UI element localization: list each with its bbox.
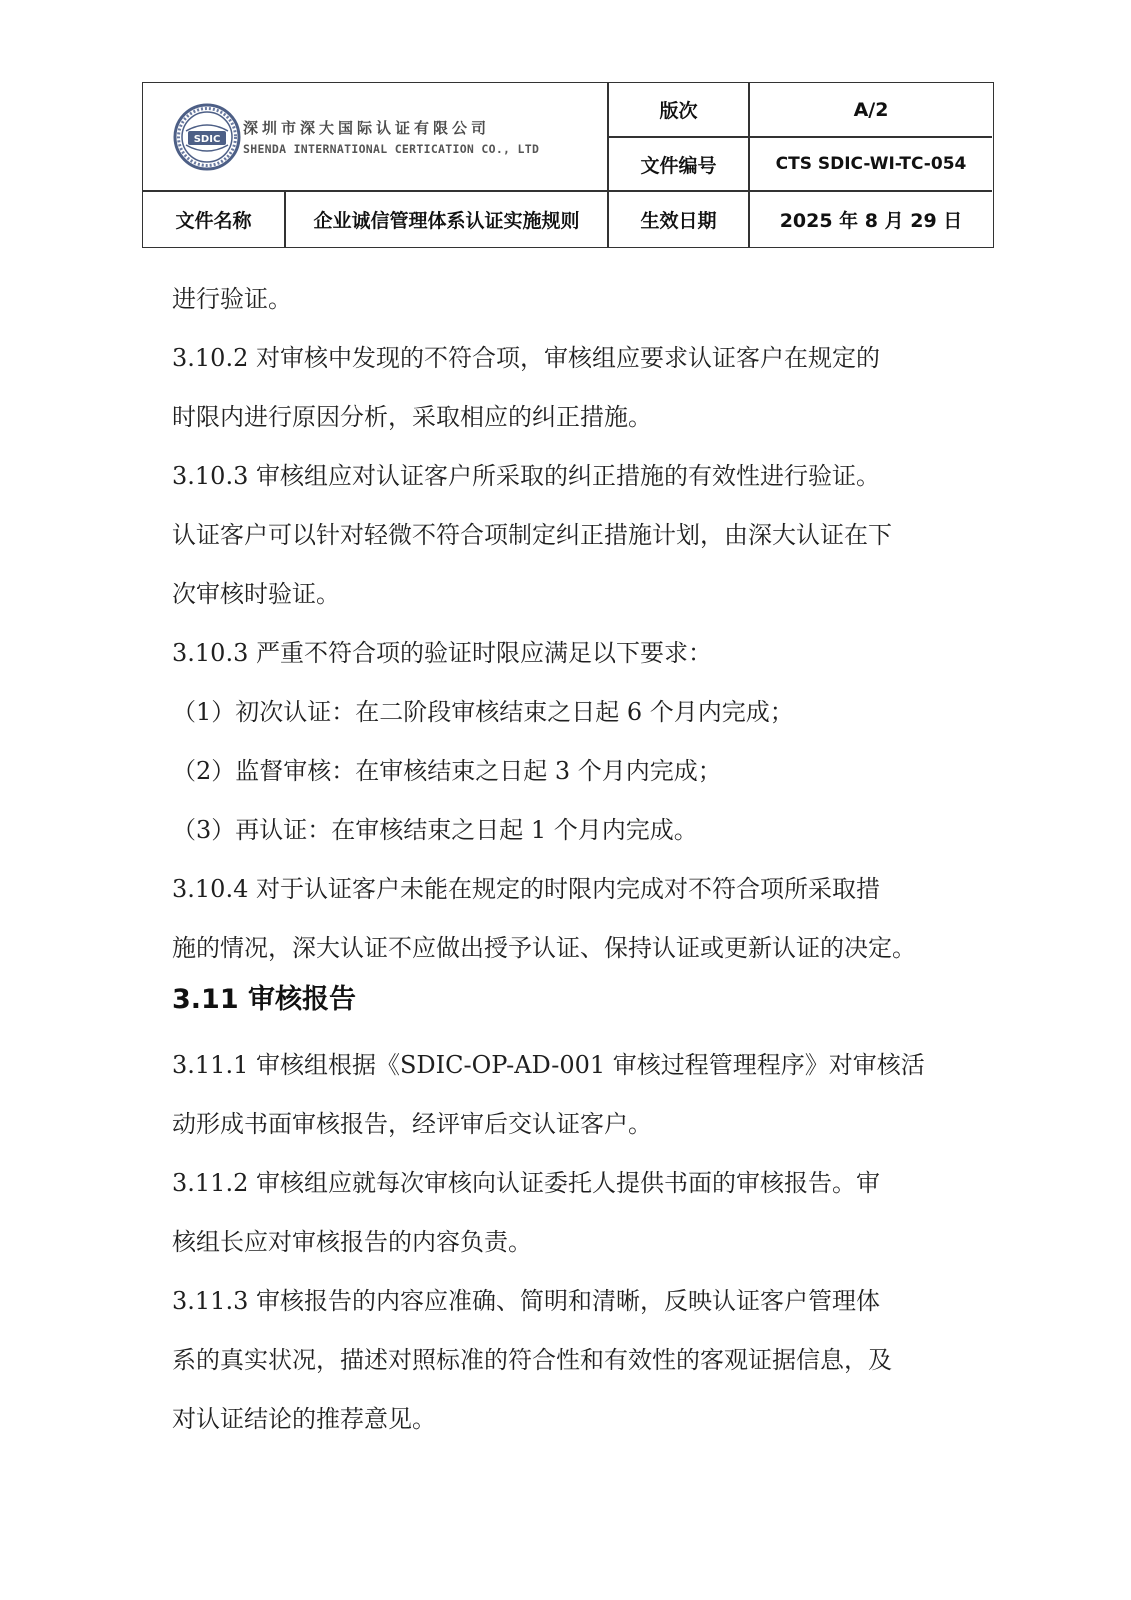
- body-line: 认证客户可以针对轻微不符合项制定纠正措施计划，由深大认证在下: [172, 521, 892, 549]
- body-line: 施的情况，深大认证不应做出授予认证、保持认证或更新认证的决定。: [172, 934, 916, 962]
- body-line: 3.10.3 审核组应对认证客户所采取的纠正措施的有效性进行验证。: [172, 462, 880, 490]
- body-line: 3.11.1 审核组根据《SDIC-OP-AD-001 审核过程管理程序》对审核活: [172, 1051, 925, 1079]
- list-item: （1）初次认证：在二阶段审核结束之日起 6 个月内完成；: [172, 698, 794, 726]
- document-header-table: [142, 82, 994, 248]
- section-heading: 3.11 审核报告: [172, 984, 357, 1015]
- body-line: 对认证结论的推荐意见。: [172, 1405, 436, 1433]
- doc-number-label: 文件编号: [640, 154, 717, 177]
- doc-number-value: CTS SDIC-WI-TC-054: [775, 154, 967, 174]
- company-name-en: SHENDA INTERNATIONAL CERTICATION CO., LTD: [243, 142, 540, 156]
- body-line: 3.10.3 严重不符合项的验证时限应满足以下要求：: [172, 639, 712, 667]
- body-line: 动形成书面审核报告，经评审后交认证客户。: [172, 1110, 652, 1138]
- version-value: A/2: [853, 98, 889, 121]
- doc-name-value: 企业诚信管理体系认证实施规则: [313, 210, 580, 232]
- body-line: 3.10.2 对审核中发现的不符合项，审核组应要求认证客户在规定的: [172, 344, 880, 372]
- body-line: 进行验证。: [172, 285, 292, 313]
- body-line: 系的真实状况，描述对照标准的符合性和有效性的客观证据信息，及: [172, 1346, 892, 1374]
- effective-date-label: 生效日期: [640, 210, 717, 232]
- body-line: 3.11.3 审核报告的内容应准确、简明和清晰，反映认证客户管理体: [172, 1287, 880, 1315]
- body-line: 3.11.2 审核组应就每次审核向认证委托人提供书面的审核报告。审: [172, 1169, 880, 1197]
- list-item: （2）监督审核：在审核结束之日起 3 个月内完成；: [172, 757, 722, 785]
- logo-text: SDIC: [193, 133, 221, 145]
- body-line: 3.10.4 对于认证客户未能在规定的时限内完成对不符合项所采取措: [172, 875, 880, 903]
- list-item: （3）再认证：在审核结束之日起 1 个月内完成。: [172, 816, 698, 844]
- company-name-cn: 深圳市深大国际认证有限公司: [243, 119, 491, 137]
- body-line: 次审核时验证。: [172, 580, 340, 608]
- company-logo-cell: [143, 83, 607, 190]
- company-logo: [173, 103, 539, 171]
- body-line: 核组长应对审核报告的内容负责。: [172, 1228, 532, 1256]
- company-seal-icon: [173, 103, 241, 171]
- doc-name-label: 文件名称: [175, 210, 252, 232]
- version-label: 版次: [659, 100, 698, 122]
- effective-date-value: 2025 年 8 月 29 日: [779, 210, 963, 232]
- body-line: 时限内进行原因分析，采取相应的纠正措施。: [172, 403, 652, 431]
